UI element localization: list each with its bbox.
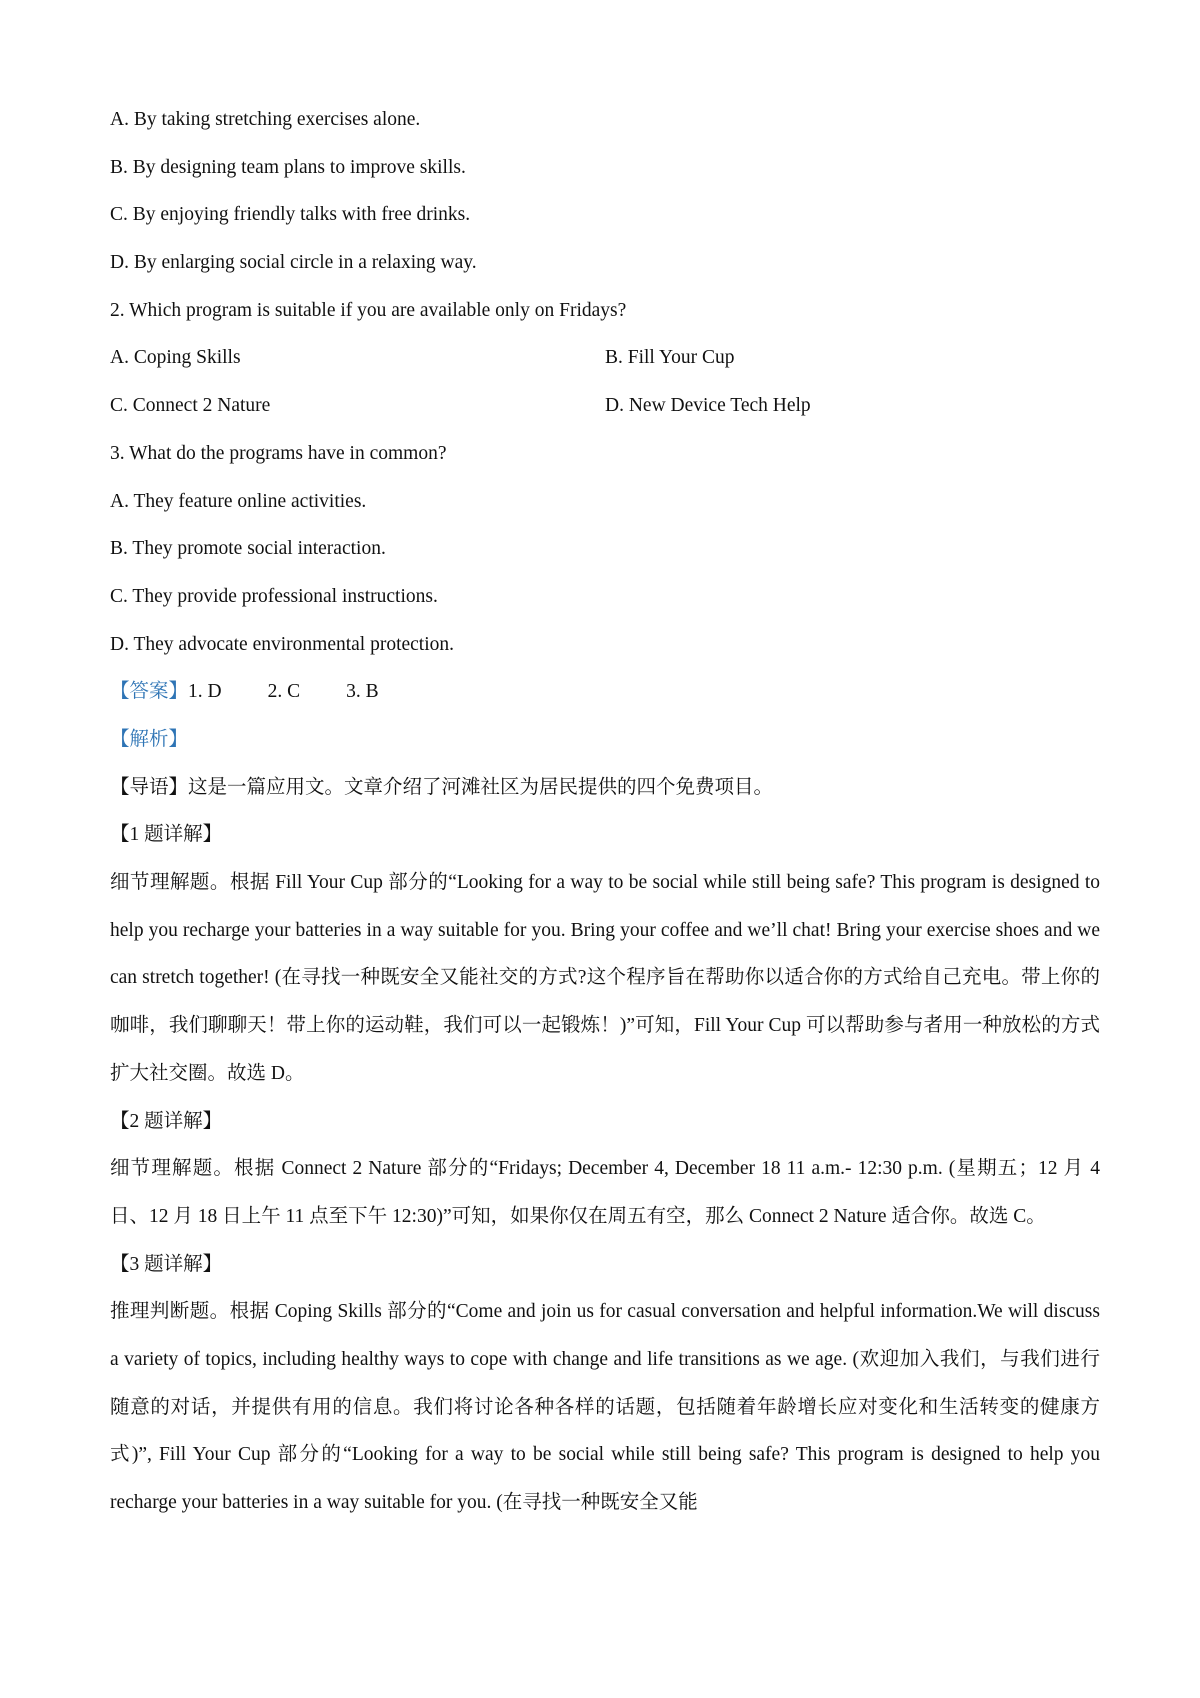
detail-3-heading: 【3 题详解】 — [110, 1253, 223, 1275]
q2-options-row-2 — [110, 382, 1100, 430]
q2-options-row-1 — [110, 334, 1100, 382]
q3-option-c: C. They provide professional instructions. — [110, 585, 438, 607]
q2-option-b: B. Fill Your Cup — [605, 347, 735, 369]
document-page — [110, 96, 1100, 1527]
detail-3-text: 推理判断题。根据 Coping Skills 部分的“Come and join us for casual conversation and helpful information.We will discuss a variety of topics, including healthy ways to cope with change and life transitions as we age. (欢迎加入我们，与我们进行随意的对话，并提供有用的信息。我们将讨论各种各样的话题，包括随着年龄增长应对变化和生活转变的健康方式)”, Fill Your Cup 部分的“Looking for a way to be social while still being safe? This program is designed to help you recharge your batteries in a way suitable for you. (在寻找一种既安全又能 — [110, 1301, 1100, 1514]
q3-option-a: A. They feature online activities. — [110, 490, 367, 512]
analysis-label: 【解析】 — [110, 728, 189, 750]
q2-option-a: A. Coping Skills — [110, 347, 241, 369]
answer-3: 3. B — [346, 681, 379, 703]
detail-2-heading: 【2 题详解】 — [110, 1110, 223, 1132]
detail-1-heading: 【1 题详解】 — [110, 824, 223, 846]
answer-line — [110, 668, 1100, 716]
q2-question: 2. Which program is suitable if you are available only on Fridays? — [110, 299, 627, 321]
answer-label: 【答案】 — [110, 681, 189, 703]
q1-option-c: C. By enjoying friendly talks with free drinks. — [110, 204, 471, 226]
q3-option-d: D. They advocate environmental protection. — [110, 633, 455, 655]
q2-option-d: D. New Device Tech Help — [605, 395, 811, 417]
q3-question: 3. What do the programs have in common? — [110, 442, 447, 464]
answer-1: 1. D — [188, 681, 222, 703]
q1-option-a: A. By taking stretching exercises alone. — [110, 109, 421, 130]
q1-option-d: D. By enlarging social circle in a relaxing way. — [110, 252, 477, 274]
answer-2: 2. C — [267, 681, 301, 703]
q2-option-c: C. Connect 2 Nature — [110, 395, 271, 417]
detail-1-text: 细节理解题。根据 Fill Your Cup 部分的“Looking for a way to be social while still being safe? This program is designed to help you recharge your batteries in a way suitable for you. Bring your coffee and we’ll chat! Bring your exercise shoes and we can stretch together! (在寻找一种既安全又能社交的方式?这个程序旨在帮助你以适合你的方式给自己充电。带上你的咖啡，我们聊聊天！带上你的运动鞋，我们可以一起锻炼！)”可知，Fill Your Cup 可以帮助参与者用一种放松的方式扩大社交圈。故选 D。 — [110, 872, 1100, 1084]
intro-text: 【导语】这是一篇应用文。文章介绍了河滩社区为居民提供的四个免费项目。 — [110, 776, 774, 798]
q3-option-b: B. They promote social interaction. — [110, 538, 386, 560]
detail-2-text: 细节理解题。根据 Connect 2 Nature 部分的“Fridays; December 4, December 18 11 a.m.- 12:30 p.m. (星期五；12 月 4 日、12 月 18 日上午 11 点至下午 12:30)”可知，如果你仅在周五有空，那么 Connect 2 Nature 适合你。故选 C。 — [110, 1158, 1100, 1227]
q1-option-b: B. By designing team plans to improve skills. — [110, 156, 466, 178]
